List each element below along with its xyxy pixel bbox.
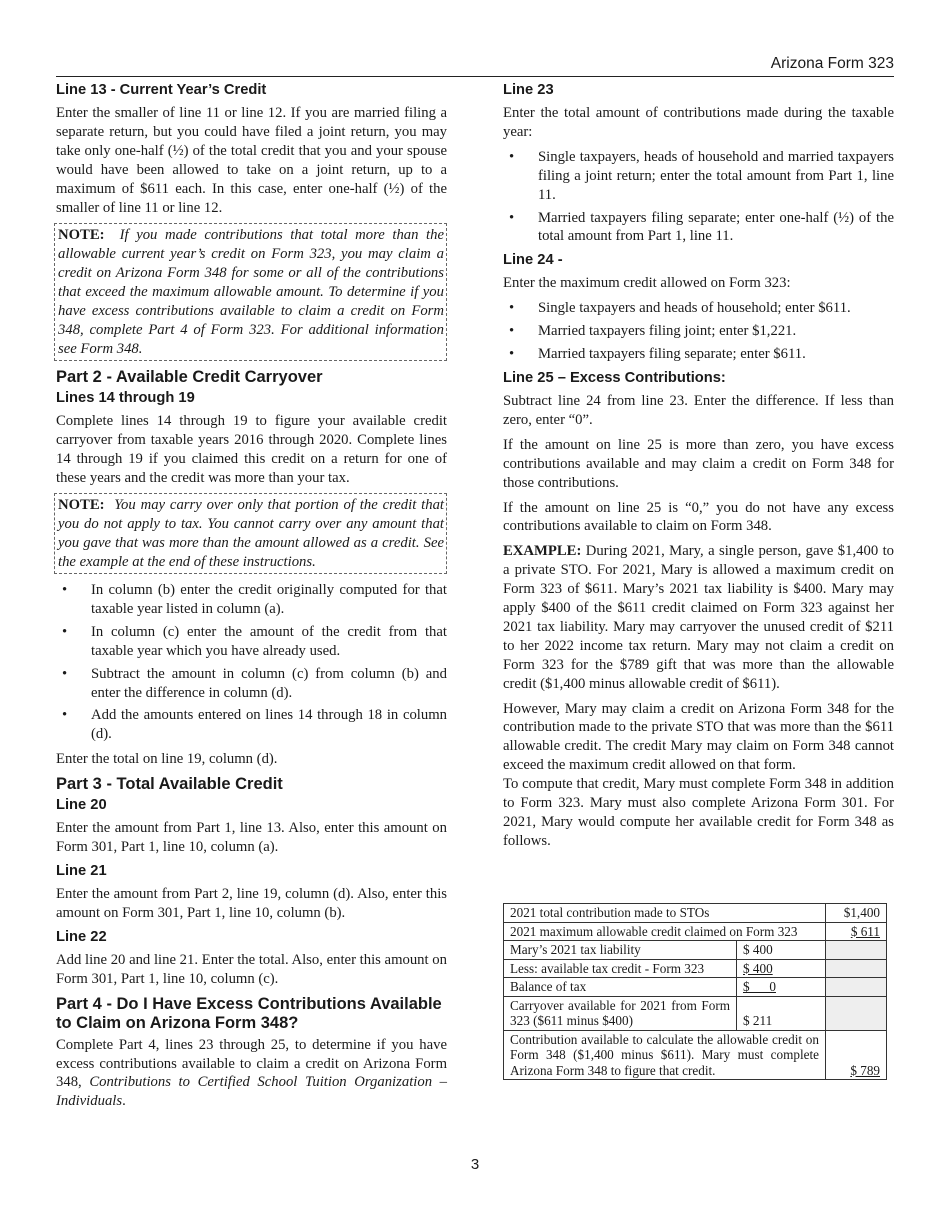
page-header: [56, 54, 894, 77]
line23-text: Enter the total amount of contributions made during the taxable year:: [503, 105, 894, 140]
line24-list: [503, 299, 894, 364]
part2-text: Complete lines 14 through 19 to figure your available credit carryover from taxable years 2016 through 2020. Complete lines 14 through 19 if you claimed this credit on a return for one of these years and the credit was more than your tax.: [56, 412, 447, 486]
line20-text: Enter the amount from Part 1, line 13. Also, enter this amount on Form 301, Part 1, line 10, column (a).: [56, 820, 447, 856]
note-label: NOTE:: [58, 227, 105, 244]
note-text: If you made contributions that total more than the allowable current year’s credit on Form 323, you may claim a credit on Arizona Form 348 for some or all of the contributions that exceed the maximum allowable amount. To determine if you have excess contributions available to claim a credit on Form 348, complete Part 4 of Form 323. For additional information see Form 348.: [58, 227, 444, 357]
table-row: Less: available tax credit - Form 323 $ 400: [504, 959, 887, 978]
example-computation-table: [503, 903, 887, 1080]
line20-heading: Line 20: [56, 797, 107, 814]
part3-heading: Part 3 - Total Available Credit: [56, 775, 283, 794]
table-row: Carryover available for 2021 from Form 323 ($611 minus $400) $ 211: [504, 996, 887, 1030]
list-item: • In column (c) enter the amount of the credit from that taxable year which you have already used.: [62, 623, 447, 659]
line25-text-more: If the amount on line 25 is more than zero, you have excess contributions available and may claim a credit on Form 348 for those contributions.: [503, 436, 894, 491]
line25-text-zero: If the amount on line 25 is “0,” you do not have any excess contributions available to claim on Form 348.: [503, 499, 894, 535]
list-item: • Subtract the amount in column (c) from column (b) and enter the difference in column (d).: [62, 665, 447, 701]
bullet-icon: •: [509, 148, 515, 165]
bullet-icon: •: [509, 300, 515, 317]
example-label: EXAMPLE:: [503, 543, 582, 560]
list-item: • Single taxpayers, heads of household and married taxpayers filing a joint return; enter the total amount from Part 1, line 11.: [509, 148, 894, 203]
note-text: You may carry over only that portion of the credit that you do not apply to tax. You cannot carry over any amount that you gave that was more than the amount allowed as a credit. See the example at the end of these instructions.: [58, 497, 444, 571]
form348-title: Contributions to Certified School Tuition Organization – Individuals: [56, 1074, 447, 1110]
line22-text: Add line 20 and line 21. Enter the total. Also, enter this amount on Form 301, Part 1, line 10, column (c).: [56, 951, 447, 987]
part2-heading: Part 2 - Available Credit Carryover: [56, 367, 323, 386]
bullet-icon: •: [62, 707, 68, 724]
table-row: Mary’s 2021 tax liability $ 400: [504, 941, 887, 960]
table-row: 2021 total contribution made to STOs $1,400: [504, 904, 887, 923]
line22-heading: Line 22: [56, 928, 107, 945]
right-column: [503, 82, 894, 857]
list-item: • Add the amounts entered on lines 14 through 18 in column (d).: [62, 707, 447, 743]
left-column: [56, 82, 447, 1117]
line13-heading: Line 13 - Current Year’s Credit: [56, 82, 267, 98]
list-item: • In column (b) enter the credit originally computed for that taxable year listed in column (a).: [62, 582, 447, 617]
table-row: 2021 maximum allowable credit claimed on Form 323 $ 611: [504, 922, 887, 941]
note-box-excess: [54, 223, 447, 360]
bullet-icon: •: [509, 346, 515, 363]
part4-text: Complete Part 4, lines 23 through 25, to determine if you have excess contributions available to claim a credit on Arizona Form 348, Contributions to Certified School Tuition Organization – Individuals.: [56, 1036, 447, 1110]
list-item: • Single taxpayers and heads of household; enter $611.: [509, 300, 851, 317]
part4-heading: Part 4 - Do I Have Excess Contributions Available to Claim on Arizona Form 348?: [56, 994, 442, 1032]
bullet-icon: •: [509, 323, 515, 340]
example-paragraph-2: However, Mary may claim a credit on Arizona Form 348 for the contribution made to the private STO that was more than the $611 allowable credit. The credit Mary may claim on Form 348 cannot exceed the maximum credit allowed on that form.: [503, 700, 894, 774]
line21-heading: Line 21: [56, 863, 107, 879]
lines14-19-heading: Lines 14 through 19: [56, 389, 195, 406]
note-label: NOTE:: [58, 497, 105, 514]
list-item: • Married taxpayers filing separate; enter $611.: [509, 346, 806, 363]
form-name: Arizona Form 323: [770, 55, 894, 72]
list-item: • Married taxpayers filing separate; enter one-half (½) of the total amount from Part 1, line 11.: [509, 209, 894, 245]
line24-text: Enter the maximum credit allowed on Form 323:: [503, 275, 791, 292]
line23-list: [503, 148, 894, 247]
line13-text: Enter the smaller of line 11 or line 12. If you are married filing a separate return, but you could have filed a joint return, you may take only one-half (½) of the total credit that you and your spouse would have been allowed to take on a joint return, up to a maximum of $611 each. In this case, enter one-half (½) of the smaller of line 11 or line 12.: [56, 105, 447, 216]
table-row: Balance of tax $ 0: [504, 978, 887, 997]
bullet-icon: •: [62, 623, 68, 640]
example-paragraph: EXAMPLE: During 2021, Mary, a single person, gave $1,400 to a private STO. For 2021, Mary is allowed a maximum credit on Form 323 of $611. Mary’s 2021 tax liability is $400. Mary may apply $400 of the $611 credit claimed on Form 323 against her 2021 tax liability. Mary may carryover the unused credit of $211 to her 2022 income tax return. Mary may not claim a credit on Form 323 for the $789 gift that was more than the allowable credit ($1,400 minus allowable credit of $611).: [503, 543, 894, 692]
line21-text: Enter the amount from Part 2, line 19, column (d). Also, enter this amount on Form 301, Part 1, line 10, column (b).: [56, 886, 447, 921]
bullet-icon: •: [62, 582, 68, 599]
example-paragraph-3: To compute that credit, Mary must complete Form 348 in addition to Form 323. Mary must also complete Arizona Form 301. For 2021, Mary would compute her available credit for Form 348 as follows.: [503, 776, 894, 849]
line25-text: Subtract line 24 from line 23. Enter the difference. If less than zero, enter “0”.: [503, 392, 894, 428]
list-item: • Married taxpayers filing joint; enter $1,221.: [509, 323, 797, 340]
line25-heading: Line 25 – Excess Contributions:: [503, 369, 726, 386]
line23-heading: Line 23: [503, 82, 554, 98]
note-box-carryover: [54, 493, 447, 574]
line19-total-text: Enter the total on line 19, column (d).: [56, 751, 278, 768]
bullet-icon: •: [62, 665, 68, 682]
line24-heading: Line 24 -: [503, 252, 563, 269]
page-number: 3: [470, 1156, 480, 1173]
carryover-steps-list: [56, 581, 447, 744]
bullet-icon: •: [509, 209, 515, 226]
table-row: Contribution available to calculate the allowable credit on Form 348 ($1,400 minus $611). Mary must complete Arizona Form 348 to figure that credit. $ 789: [504, 1030, 887, 1080]
